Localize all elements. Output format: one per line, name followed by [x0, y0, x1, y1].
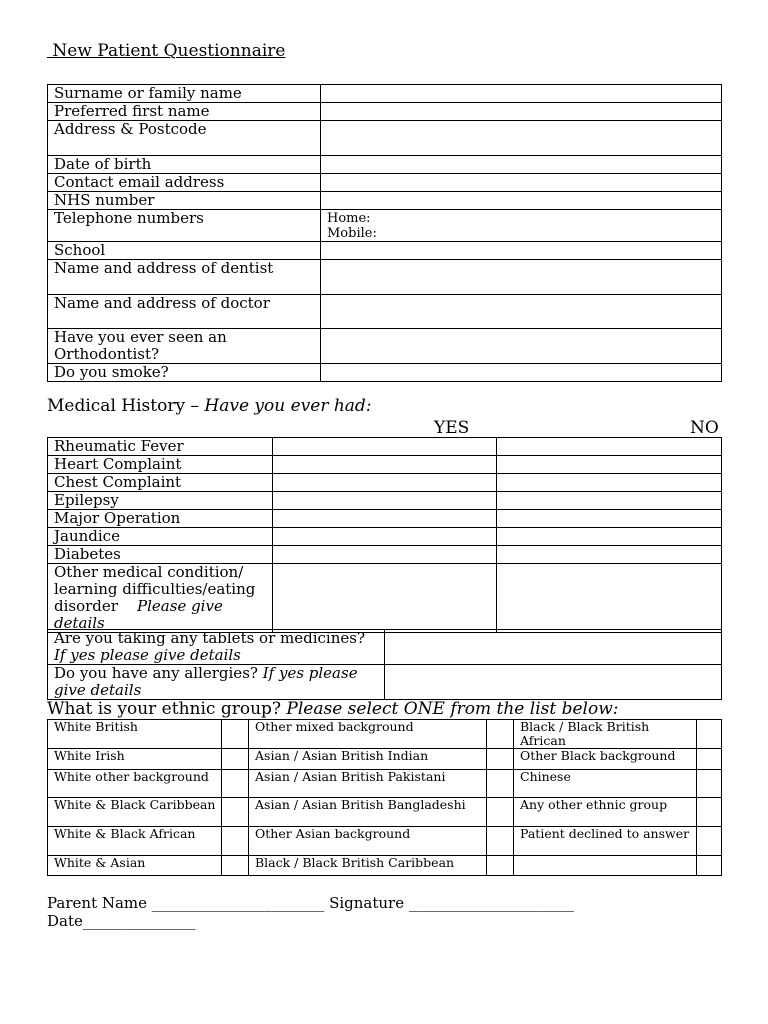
table-row: [48, 665, 722, 700]
no-cell[interactable]: [497, 528, 722, 546]
first-name-field[interactable]: [321, 103, 722, 121]
table-row: [48, 260, 722, 295]
other-condition-italic: Please give details: [54, 597, 223, 632]
dentist-field[interactable]: [321, 260, 722, 295]
table-row: [48, 174, 722, 192]
parent-signature-line[interactable]: Parent Name _______________________ Signature ______________________: [47, 894, 574, 912]
ethnic-option-label: White & Black African: [48, 827, 222, 856]
table-row: [48, 364, 722, 382]
ethnic-checkbox[interactable]: [697, 749, 722, 770]
ethnic-option-label: White British: [48, 720, 222, 749]
condition-label: Rheumatic Fever: [48, 438, 273, 456]
table-row: [48, 242, 722, 260]
condition-label: Epilepsy: [48, 492, 273, 510]
field-label: Preferred first name: [48, 103, 321, 121]
table-row: [48, 827, 722, 856]
no-cell[interactable]: [497, 564, 722, 633]
table-row: [48, 720, 722, 749]
ethnic-option-label: White Irish: [48, 749, 222, 770]
no-cell[interactable]: [497, 510, 722, 528]
tablets-answer-field[interactable]: [385, 630, 722, 665]
allergies-question-italic: If yes please give details: [54, 664, 358, 699]
tablets-question-text: Are you taking any tablets or medicines?: [54, 629, 366, 647]
table-row: [48, 329, 722, 364]
ethnic-option-label: Chinese: [514, 770, 697, 798]
ethnic-checkbox[interactable]: [487, 798, 514, 827]
ethnic-checkbox[interactable]: [697, 798, 722, 827]
field-label: NHS number: [48, 192, 321, 210]
date-line[interactable]: Date_______________: [47, 912, 196, 930]
tablets-question: [48, 630, 385, 665]
table-row: [48, 156, 722, 174]
ethnic-option-label: Asian / Asian British Pakistani: [249, 770, 487, 798]
other-condition-text: Other medical condition/ learning difficulties/eating disorder: [54, 563, 256, 615]
address-field[interactable]: [321, 121, 722, 156]
ethnic-option-label: Black / Black British African: [514, 720, 697, 749]
home-phone-label: Home:: [327, 211, 371, 226]
ethnic-checkbox[interactable]: [697, 720, 722, 749]
no-cell[interactable]: [497, 456, 722, 474]
yes-cell[interactable]: [273, 528, 497, 546]
ethnic-checkbox[interactable]: [487, 827, 514, 856]
ethnic-group-table: [47, 719, 722, 876]
ethnic-option-label: Other mixed background: [249, 720, 487, 749]
condition-label: Diabetes: [48, 546, 273, 564]
table-row: [48, 103, 722, 121]
no-cell[interactable]: [497, 474, 722, 492]
ethnic-checkbox[interactable]: [222, 798, 249, 827]
field-label: Name and address of doctor: [48, 295, 321, 329]
ethnic-option-label: White & Asian: [48, 856, 222, 876]
medical-history-heading: [47, 396, 372, 416]
table-row: [48, 564, 722, 633]
ethnic-checkbox[interactable]: [222, 827, 249, 856]
ethnic-option-label: Any other ethnic group: [514, 798, 697, 827]
table-row: [48, 630, 722, 665]
field-label: Surname or family name: [48, 85, 321, 103]
ethnic-option-label: Asian / Asian British Bangladeshi: [249, 798, 487, 827]
no-cell[interactable]: [497, 492, 722, 510]
field-label: Address & Postcode: [48, 121, 321, 156]
form-title: New Patient Questionnaire: [47, 41, 286, 61]
ethnic-group-heading: [47, 699, 619, 719]
ethnic-checkbox[interactable]: [487, 770, 514, 798]
table-row: [48, 770, 722, 798]
ethnic-option-label: Other Black background: [514, 749, 697, 770]
medical-history-heading-text: Medical History –: [47, 396, 205, 416]
ethnic-option-label: Black / Black British Caribbean: [249, 856, 487, 876]
smoke-field[interactable]: [321, 364, 722, 382]
yes-cell[interactable]: [273, 510, 497, 528]
table-row: [48, 749, 722, 770]
yes-cell[interactable]: [273, 564, 497, 633]
yes-cell[interactable]: [273, 492, 497, 510]
yes-cell[interactable]: [273, 438, 497, 456]
email-field[interactable]: [321, 174, 722, 192]
mobile-phone-label: Mobile:: [327, 226, 377, 241]
condition-label: Chest Complaint: [48, 474, 273, 492]
ethnic-option-label: [514, 856, 697, 876]
telephone-field[interactable]: [321, 210, 722, 242]
date-of-birth-field[interactable]: [321, 156, 722, 174]
nhs-number-field[interactable]: [321, 192, 722, 210]
field-label: Do you smoke?: [48, 364, 321, 382]
table-row: [48, 85, 722, 103]
medical-history-heading-italic: Have you ever had:: [204, 396, 372, 416]
no-cell[interactable]: [497, 546, 722, 564]
doctor-field[interactable]: [321, 295, 722, 329]
yes-cell[interactable]: [273, 456, 497, 474]
table-row: [48, 210, 722, 242]
ethnic-checkbox[interactable]: [697, 827, 722, 856]
table-row: [48, 510, 722, 528]
school-field[interactable]: [321, 242, 722, 260]
ethnic-option-label: Asian / Asian British Indian: [249, 749, 487, 770]
surname-field[interactable]: [321, 85, 722, 103]
field-label: School: [48, 242, 321, 260]
ethnic-group-heading-italic: Please select ONE from the list below:: [286, 699, 619, 719]
yes-column-label: YES: [434, 418, 470, 438]
allergies-question-text: Do you have any allergies?: [54, 664, 258, 682]
ethnic-checkbox[interactable]: [222, 749, 249, 770]
field-label: Contact email address: [48, 174, 321, 192]
allergies-question: [48, 665, 385, 700]
ethnic-checkbox[interactable]: [487, 749, 514, 770]
table-row: [48, 546, 722, 564]
medical-history-table: [47, 437, 722, 633]
ethnic-group-heading-text: What is your ethnic group?: [47, 699, 287, 719]
ethnic-checkbox[interactable]: [222, 856, 249, 876]
ethnic-checkbox[interactable]: [697, 770, 722, 798]
table-row: [48, 856, 722, 876]
medicines-allergies-table: [47, 629, 722, 700]
condition-label: [48, 564, 273, 633]
ethnic-option-label: White other background: [48, 770, 222, 798]
field-label: Name and address of dentist: [48, 260, 321, 295]
field-label: Date of birth: [48, 156, 321, 174]
no-cell[interactable]: [497, 438, 722, 456]
yes-cell[interactable]: [273, 546, 497, 564]
orthodontist-field[interactable]: [321, 329, 722, 364]
ethnic-checkbox[interactable]: [222, 720, 249, 749]
table-row: [48, 492, 722, 510]
ethnic-checkbox[interactable]: [487, 720, 514, 749]
ethnic-option-label: Patient declined to answer: [514, 827, 697, 856]
condition-label: Jaundice: [48, 528, 273, 546]
condition-label: Major Operation: [48, 510, 273, 528]
ethnic-checkbox[interactable]: [487, 856, 514, 876]
no-column-label: NO: [690, 418, 719, 438]
ethnic-option-label: Other Asian background: [249, 827, 487, 856]
table-row: [48, 474, 722, 492]
condition-label: Heart Complaint: [48, 456, 273, 474]
patient-details-table: [47, 84, 722, 382]
ethnic-checkbox[interactable]: [222, 770, 249, 798]
table-row: [48, 438, 722, 456]
ethnic-option-label: White & Black Caribbean: [48, 798, 222, 827]
table-row: [48, 528, 722, 546]
yes-cell[interactable]: [273, 474, 497, 492]
field-label: Have you ever seen an Orthodontist?: [48, 329, 321, 364]
table-row: [48, 456, 722, 474]
tablets-question-italic: If yes please give details: [54, 646, 241, 664]
table-row: [48, 192, 722, 210]
field-label: Telephone numbers: [48, 210, 321, 242]
allergies-answer-field[interactable]: [385, 665, 722, 700]
table-row: [48, 121, 722, 156]
table-row: [48, 295, 722, 329]
ethnic-checkbox[interactable]: [697, 856, 722, 876]
table-row: [48, 798, 722, 827]
